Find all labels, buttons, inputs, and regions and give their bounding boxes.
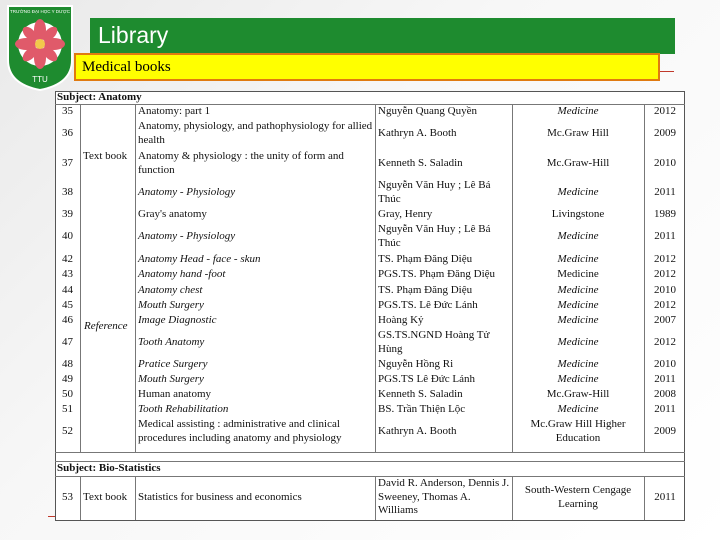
row-number: 50 (62, 388, 73, 400)
book-publisher: Medicine (557, 358, 599, 370)
book-year: 2011 (654, 491, 676, 503)
row-number: 35 (62, 105, 73, 117)
book-title: Human anatomy (138, 388, 212, 400)
book-year: 1989 (654, 208, 676, 220)
row-number: 40 (62, 230, 73, 242)
section-label-biostatistics: Subject: Bio-Statistics (57, 462, 161, 474)
book-publisher: Medicine (557, 314, 599, 326)
book-year: 2008 (654, 388, 676, 400)
book-year: 2011 (654, 230, 676, 242)
type-label-reference: Reference (84, 320, 128, 332)
book-author: Kenneth S. Saladin (378, 157, 463, 169)
book-author: Gray, Henry (378, 208, 433, 220)
row-number: 53 (62, 491, 73, 503)
book-author: David R. Anderson, Dennis J. Sweeney, Thomas A. Williams (378, 477, 510, 516)
col-divider (512, 104, 513, 452)
book-title: Tooth Anatomy (138, 336, 205, 348)
col-divider (375, 476, 376, 520)
book-title: Mouth Surgery (138, 373, 204, 385)
book-title: Anatomy Head - face - skun (138, 253, 261, 265)
col-divider (80, 104, 81, 452)
col-divider (512, 476, 513, 520)
row-number: 52 (62, 425, 73, 437)
row-number: 38 (62, 186, 73, 198)
book-author: GS.TS.NGND Hoàng Tử Hùng (378, 329, 490, 355)
row-number: 39 (62, 208, 73, 220)
col-divider (644, 104, 645, 452)
book-year: 2012 (654, 299, 676, 311)
book-title: Anatomy - Physiology (138, 230, 236, 242)
book-title: Anatomy, physiology, and pathophysiology for allied health (138, 120, 373, 146)
col-divider (375, 104, 376, 452)
book-year: 2010 (654, 358, 676, 370)
book-publisher: Medicine (557, 403, 599, 415)
row-number: 43 (62, 268, 73, 280)
logo-badge: TTU (32, 75, 48, 84)
book-year: 2011 (654, 373, 676, 385)
book-title: Medical assisting : administrative and clinical procedures including anatomy and physiology (138, 418, 342, 444)
page-title: Library (98, 22, 169, 48)
book-title: Image Diagnostic (138, 314, 217, 326)
book-title: Mouth Surgery (138, 299, 204, 311)
row-number: 37 (62, 157, 73, 169)
page-subtitle: Medical books (82, 59, 171, 75)
book-year: 2009 (654, 425, 676, 437)
book-year: 2012 (654, 268, 676, 280)
row-divider (55, 476, 685, 477)
col-divider (135, 104, 136, 452)
book-year: 2009 (654, 127, 676, 139)
row-number: 42 (62, 253, 73, 265)
book-year: 2011 (654, 186, 676, 198)
row-number: 36 (62, 127, 73, 139)
book-year: 2012 (654, 253, 676, 265)
book-title: Statistics for business and economics (138, 491, 302, 503)
book-publisher: Livingstone (551, 208, 605, 220)
book-author: PGS.TS. Lê Đức Lánh (378, 299, 478, 311)
university-logo-icon (0, 0, 80, 92)
book-year: 2012 (654, 105, 676, 117)
title-bar (90, 18, 675, 54)
book-publisher: Medicine (557, 230, 599, 242)
book-publisher: Medicine (557, 253, 599, 265)
book-author: Kathryn A. Booth (378, 425, 457, 437)
book-publisher: Medicine (557, 105, 599, 117)
row-divider (55, 452, 685, 453)
row-number: 44 (62, 284, 73, 296)
row-number: 47 (62, 336, 73, 348)
section-label-anatomy: Subject: Anatomy (57, 91, 142, 103)
book-year: 2011 (654, 403, 676, 415)
book-author: Nguyễn Hồng Ri (378, 358, 454, 370)
col-divider (135, 476, 136, 520)
book-title: Anatomy chest (138, 284, 203, 296)
accent-line (660, 71, 674, 72)
row-number: 45 (62, 299, 73, 311)
book-author: Nguyễn Văn Huy ; Lê Bá Thúc (378, 179, 491, 205)
book-publisher: Medicine (557, 299, 599, 311)
book-publisher: Mc.Graw-Hill (546, 157, 610, 169)
book-title: Pratice Surgery (138, 358, 208, 370)
col-divider (644, 476, 645, 520)
book-publisher: Medicine (557, 336, 599, 348)
book-publisher: Medicine (557, 373, 599, 385)
book-year: 2010 (654, 284, 676, 296)
row-number: 51 (62, 403, 73, 415)
book-author: Kathryn A. Booth (378, 127, 457, 139)
logo-text: TRƯỜNG ĐẠI HỌC Y DƯỢC (10, 9, 70, 14)
book-publisher: South-Western Cengage Learning (524, 484, 632, 510)
book-author: BS. Trần Thiện Lộc (378, 403, 466, 415)
book-title: Anatomy hand -foot (138, 268, 226, 280)
book-publisher: Medicine (557, 284, 599, 296)
book-title: Gray's anatomy (138, 208, 207, 220)
book-publisher: Medicine (557, 186, 599, 198)
book-author: Nguyễn Văn Huy ; Lê Bá Thúc (378, 223, 491, 249)
book-author: PGS.TS. Phạm Đăng Diệu (378, 268, 496, 280)
type-label-textbook: Text book (83, 150, 128, 162)
book-title: Anatomy - Physiology (138, 186, 236, 198)
book-author: TS. Phạm Đăng Diệu (378, 284, 473, 296)
book-title: Tooth Rehabilitation (138, 403, 229, 415)
row-number: 49 (62, 373, 73, 385)
book-title: Anatomy & physiology : the unity of form and function (138, 150, 344, 176)
book-publisher: Mc.Graw-Hill (546, 388, 610, 400)
book-year: 2012 (654, 336, 676, 348)
book-title: Anatomy: part 1 (138, 105, 211, 117)
book-author: TS. Phạm Đăng Diệu (378, 253, 473, 265)
book-publisher: Mc.Graw Hill Higher Education (530, 418, 626, 444)
book-year: 2010 (654, 157, 676, 169)
book-publisher: Mc.Graw Hill (547, 127, 609, 139)
book-author: Hoàng Kỷ (378, 314, 424, 326)
book-author: Kenneth S. Saladin (378, 388, 463, 400)
book-author: Nguyễn Quang Quyền (378, 105, 477, 117)
book-publisher: Medicine (557, 268, 599, 280)
book-year: 2007 (654, 314, 676, 326)
row-number: 48 (62, 358, 73, 370)
book-author: PGS.TS Lê Đức Lánh (378, 373, 476, 385)
row-number: 46 (62, 314, 73, 326)
type-label-textbook-bio: Text book (83, 491, 128, 503)
col-divider (80, 476, 81, 520)
